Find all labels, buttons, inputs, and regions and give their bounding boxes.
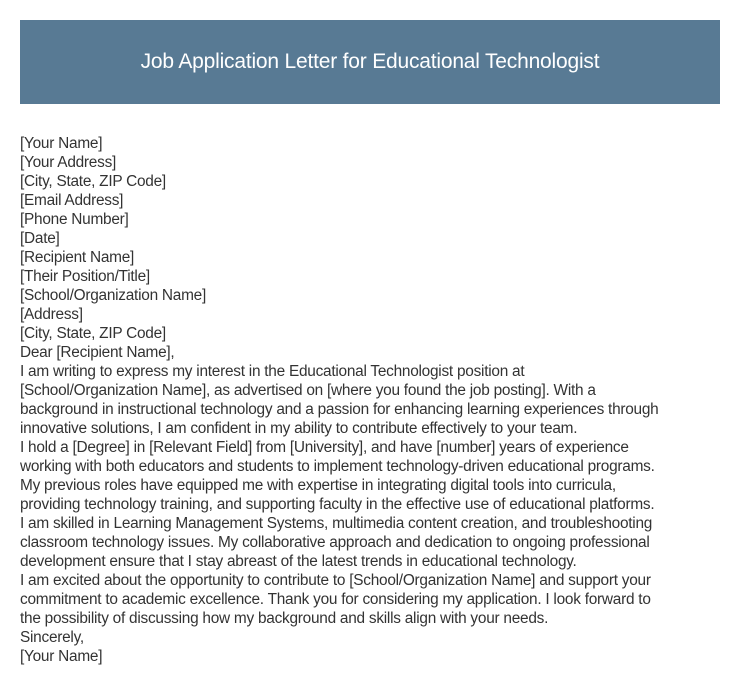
sender-address: [Your Address]	[20, 154, 117, 171]
page-header	[20, 20, 720, 104]
sender-block	[20, 134, 720, 229]
paragraph-line: innovative solutions, I am confident in my ability to contribute effectively to your team.	[20, 420, 578, 437]
paragraph-line: [School/Organization Name], as advertised on [where you found the job posting]. With a	[20, 382, 596, 399]
recipient-address: [Address]	[20, 306, 83, 323]
letter-date: [Date]	[20, 230, 60, 247]
paragraph-line: I am excited about the opportunity to contribute to [School/Organization Name] and support your	[20, 572, 651, 589]
page-title: Job Application Letter for Educational Technologist	[140, 50, 600, 73]
paragraph-line: My previous roles have equipped me with expertise in integrating digital tools into curricula,	[20, 477, 616, 494]
paragraph-line: I am skilled in Learning Management Systems, multimedia content creation, and troubleshooting	[20, 515, 653, 532]
closing: Sincerely,	[20, 629, 84, 646]
paragraph-line: classroom technology issues. My collaborative approach and dedication to ongoing professional	[20, 534, 650, 551]
sender-city-state-zip: [City, State, ZIP Code]	[20, 173, 166, 190]
paragraph-line: providing technology training, and supporting faculty in the effective use of educational platforms.	[20, 496, 655, 513]
recipient-organization: [School/Organization Name]	[20, 287, 206, 304]
sender-name: [Your Name]	[20, 135, 103, 152]
paragraph-closing	[20, 571, 720, 628]
signature: [Your Name]	[20, 648, 103, 665]
paragraph-line: the possibility of discussing how my background and skills align with your needs.	[20, 610, 549, 627]
letter-body	[20, 134, 720, 666]
sender-email: [Email Address]	[20, 192, 124, 209]
paragraph-line: background in instructional technology and a passion for enhancing learning experiences through	[20, 401, 659, 418]
paragraph-line: I hold a [Degree] in [Relevant Field] from [University], and have [number] years of experience	[20, 439, 629, 456]
sender-phone: [Phone Number]	[20, 211, 129, 228]
paragraph-experience	[20, 438, 720, 571]
paragraph-line: development ensure that I stay abreast of the latest trends in educational technology.	[20, 553, 577, 570]
salutation: Dear [Recipient Name],	[20, 344, 175, 361]
recipient-position: [Their Position/Title]	[20, 268, 150, 285]
paragraph-intro	[20, 362, 720, 438]
paragraph-line: working with both educators and students to implement technology-driven educational programs.	[20, 458, 655, 475]
recipient-block	[20, 248, 720, 343]
paragraph-line: commitment to academic excellence. Thank you for considering my application. I look forward to	[20, 591, 651, 608]
recipient-city-state-zip: [City, State, ZIP Code]	[20, 325, 166, 342]
paragraph-line: I am writing to express my interest in the Educational Technologist position at	[20, 363, 525, 380]
recipient-name: [Recipient Name]	[20, 249, 135, 266]
